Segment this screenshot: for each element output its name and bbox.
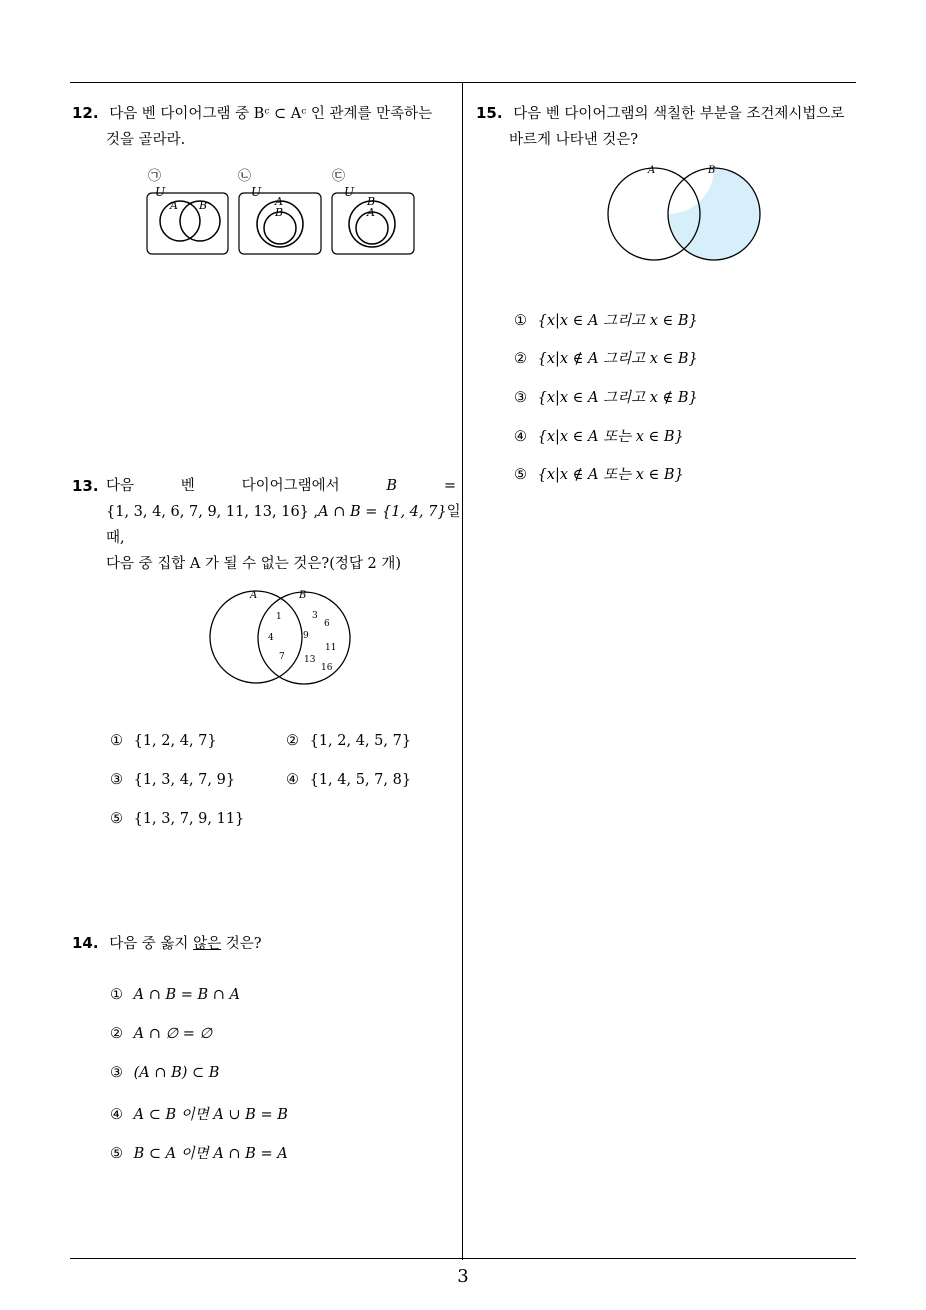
diagram-option-3 [332, 169, 414, 254]
option-mark: ㉢ [332, 169, 346, 184]
option-mark: ② [286, 733, 299, 749]
answer-option-2[interactable] [110, 1026, 212, 1042]
question-number: 15. [476, 104, 503, 122]
option-mark: ① [110, 733, 123, 749]
question-stem-line: {1, 3, 4, 6, 7, 9, 11, 13, 16} , A ∩ B = {1, 4, 7} 일 [106, 504, 461, 520]
universe-label: U [251, 185, 262, 199]
option-text: {1, 2, 4, 5, 7} [309, 733, 412, 749]
option-text: {1, 3, 7, 9, 11} [133, 811, 245, 827]
option-text: A ∩ ∅ = ∅ [133, 1026, 213, 1042]
option-text: {1, 3, 4, 7, 9} [133, 772, 236, 788]
outer-set-label: B [367, 195, 376, 208]
set-a-label: A [250, 590, 258, 601]
answer-option-1[interactable] [514, 309, 698, 330]
option-mark: ③ [110, 772, 123, 788]
answer-option-2[interactable] [286, 733, 411, 749]
option-mark: ② [514, 351, 527, 367]
question-stem-line: 것을 골라라. [106, 132, 186, 148]
answer-option-5[interactable] [514, 463, 684, 484]
option-mark: ① [110, 987, 123, 1003]
option-mark: ④ [110, 1107, 123, 1123]
universe-label: U [155, 185, 166, 199]
answer-option-5[interactable] [110, 1142, 288, 1163]
element: 9 [303, 631, 309, 641]
option-mark: ③ [514, 390, 527, 406]
answer-option-1[interactable] [110, 987, 240, 1003]
option-mark: ㉠ [148, 169, 162, 184]
option-text: {x|x ∈ A 또는 x ∈ B} [537, 429, 684, 445]
element: 13 [304, 655, 316, 665]
column-divider [462, 82, 463, 1260]
option-mark: ㉡ [238, 169, 252, 184]
option-mark: ④ [286, 772, 299, 788]
set-b-label: B [708, 165, 716, 176]
inner-set-label: B [275, 206, 284, 219]
option-mark: ② [110, 1026, 123, 1042]
diagram-option-2 [238, 169, 321, 254]
option-text: {1, 2, 4, 7} [133, 733, 217, 749]
set-a-label: A [170, 199, 178, 212]
underlined-word: 않은 [193, 936, 222, 952]
answer-option-4[interactable] [110, 1103, 288, 1124]
answer-option-4[interactable] [514, 425, 684, 446]
venn-diagram [600, 160, 770, 265]
question-stem-line: 때, [106, 530, 125, 546]
question-stem-line: 바르게 나타낸 것은? [509, 132, 639, 148]
option-text: B ⊂ A 이면 A ∩ B = A [133, 1146, 288, 1162]
set-b-label: B [199, 199, 208, 212]
diagram-option-1 [147, 169, 228, 254]
bottom-rule [70, 1258, 856, 1259]
element: 4 [268, 633, 274, 643]
answer-option-2[interactable] [514, 347, 698, 368]
option-text: A ∩ B = B ∩ A [133, 987, 240, 1003]
option-mark: ③ [110, 1065, 123, 1081]
answer-option-4[interactable] [286, 772, 411, 788]
option-text: {x|x ∉ A 그리고 x ∈ B} [537, 351, 698, 367]
venn-diagram [200, 585, 370, 690]
question-stem-line: 다음 벤 다이어그램 중 Bᶜ ⊂ Aᶜ 인 관계를 만족하는 [109, 106, 433, 122]
question-number: 13. [72, 477, 99, 495]
option-text: {x|x ∈ A 그리고 x ∉ B} [537, 390, 698, 406]
option-text: (A ∩ B) ⊂ B [133, 1065, 220, 1081]
element: 16 [321, 663, 333, 673]
option-mark: ⑤ [110, 811, 123, 827]
element: 3 [312, 611, 318, 621]
option-mark: ④ [514, 429, 527, 445]
universe-label: U [344, 185, 355, 199]
option-mark: ⑤ [110, 1146, 123, 1162]
question-stem: 다음 중 옳지 않은 것은? [109, 936, 262, 952]
option-text: A ⊂ B 이면 A ∪ B = B [133, 1107, 288, 1123]
top-rule [70, 82, 856, 83]
answer-option-1[interactable] [110, 733, 217, 749]
element: 6 [324, 619, 330, 629]
answer-option-3[interactable] [110, 772, 235, 788]
element: 1 [276, 612, 282, 622]
venn-diagram-options [140, 166, 430, 260]
answer-option-3[interactable] [514, 386, 698, 407]
question-number: 12. [72, 104, 99, 122]
option-text: {1, 4, 5, 7, 8} [309, 772, 412, 788]
set-b-label: B [299, 590, 307, 601]
answer-option-5[interactable] [110, 811, 244, 827]
option-text: {x|x ∈ A 그리고 x ∈ B} [537, 313, 698, 329]
inner-set-label: A [367, 206, 375, 219]
set-a-circle [210, 591, 302, 683]
element: 11 [325, 643, 337, 653]
question-stem-line: 다음 벤 다이어그램의 색칠한 부분을 조건제시법으로 [513, 106, 845, 122]
outer-set-label: A [275, 195, 283, 208]
option-text: {x|x ∉ A 또는 x ∈ B} [537, 467, 684, 483]
question-number: 14. [72, 934, 99, 952]
element: 7 [279, 652, 285, 662]
option-mark: ⑤ [514, 467, 527, 483]
question-stem-line: 다음 벤 다이어그램에서 B = [106, 478, 456, 494]
set-a-label: A [648, 165, 656, 176]
option-mark: ① [514, 313, 527, 329]
answer-option-3[interactable] [110, 1065, 219, 1081]
question-stem-line: 다음 중 집합 A 가 될 수 없는 것은?(정답 2 개) [106, 556, 401, 572]
page-number: 3 [457, 1266, 469, 1287]
